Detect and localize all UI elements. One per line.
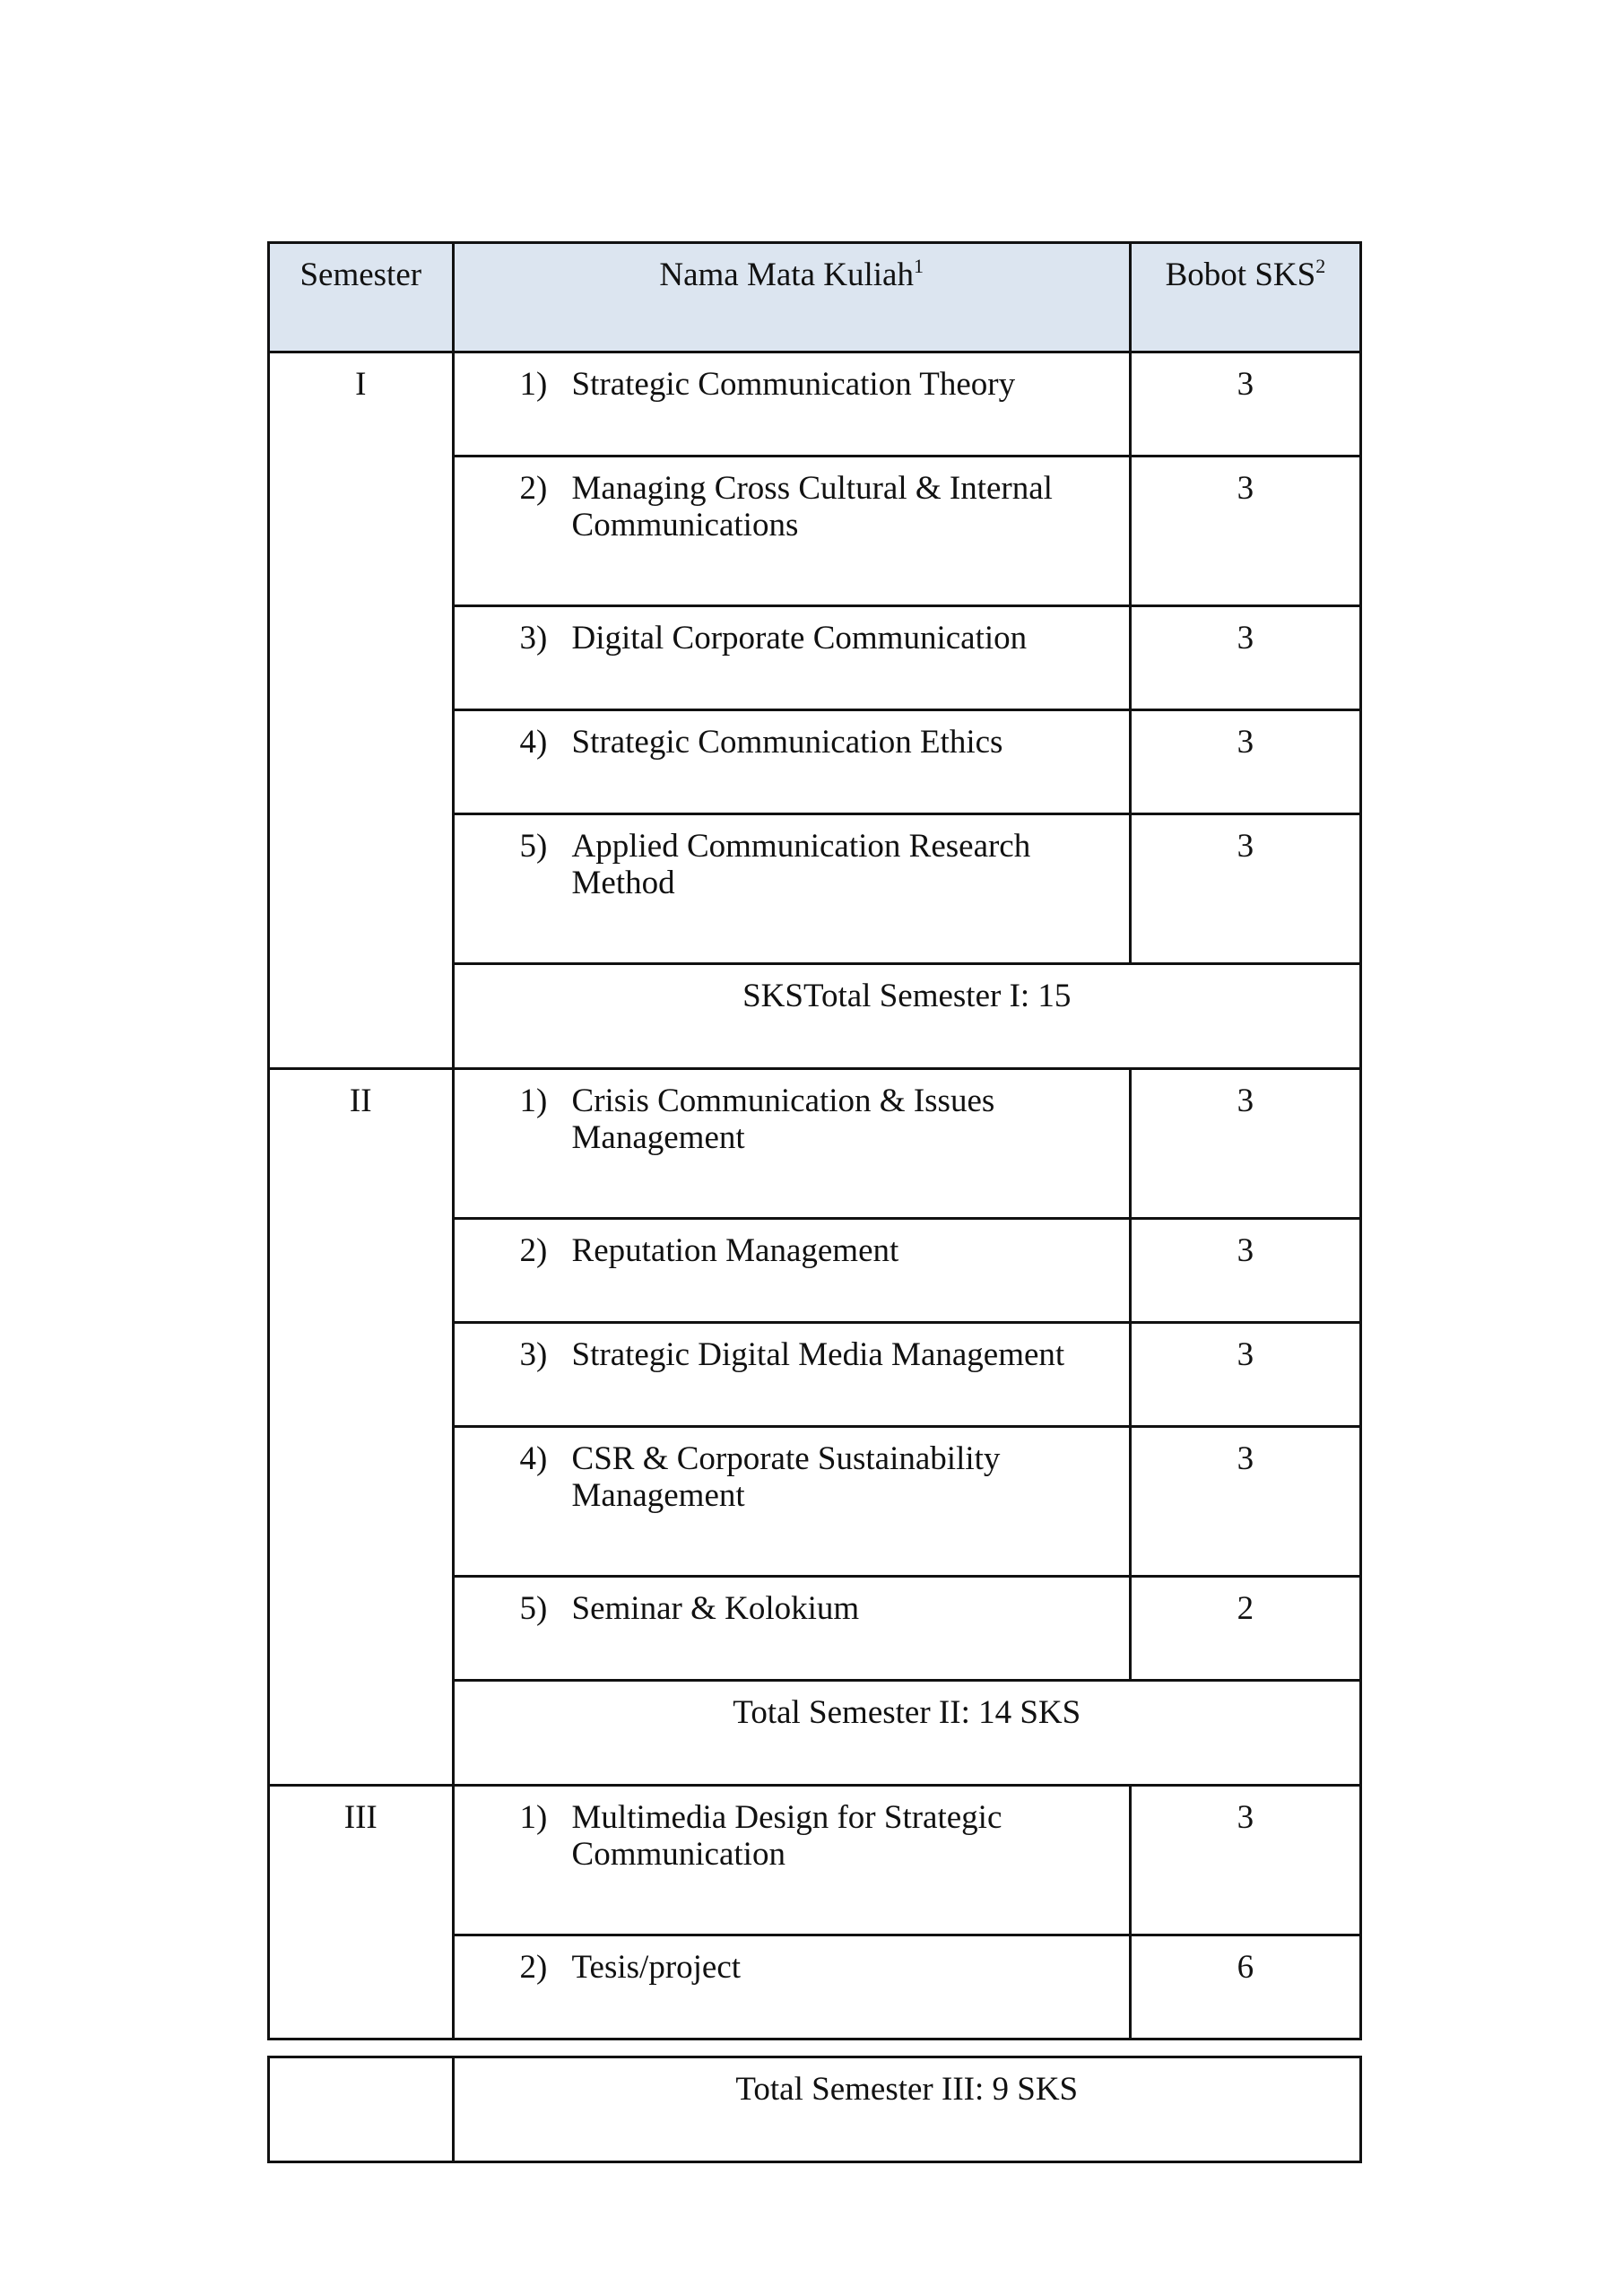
course-number: 1) (519, 1799, 548, 1836)
course-cell (453, 1427, 1130, 1577)
course-name: Seminar & Kolokium (571, 1590, 860, 1627)
semester-cell: I (269, 352, 454, 1069)
curriculum-table (267, 241, 1362, 2040)
table-row (269, 352, 1361, 457)
semester-total: Total Semester II: 14 SKS (453, 1681, 1360, 1786)
course-name: Managing Cross Cultural & Internal Communications (571, 470, 1053, 544)
sks-cell: 3 (1130, 457, 1360, 606)
course-number: 3) (519, 620, 548, 657)
course-cell (453, 1577, 1130, 1681)
empty-semester-cell (269, 2057, 454, 2162)
course-name: Crisis Communication & Issues Management (571, 1083, 995, 1156)
course-cell (453, 1323, 1130, 1427)
header-credits (1130, 243, 1360, 352)
sks-cell: 3 (1130, 1219, 1360, 1323)
course-name: Strategic Communication Theory (571, 366, 1016, 403)
course-name: Digital Corporate Communication (571, 620, 1028, 657)
course-number: 2) (519, 470, 548, 507)
header-credits-label: Bobot SKS (1165, 257, 1316, 293)
course-cell (453, 1935, 1130, 2039)
course-number: 5) (519, 1590, 548, 1627)
sks-cell: 6 (1130, 1935, 1360, 2039)
course-name: Multimedia Design for Strategic Communication (571, 1799, 1002, 1873)
course-number: 4) (519, 724, 548, 761)
sks-cell: 3 (1130, 710, 1360, 814)
sks-cell: 3 (1130, 1786, 1360, 1935)
semester-cell: II (269, 1069, 454, 1786)
course-name: Strategic Digital Media Management (571, 1336, 1065, 1373)
semester-total: Total Semester III: 9 SKS (453, 2057, 1360, 2162)
course-number: 2) (519, 1949, 548, 1986)
header-course-name-label: Nama Mata Kuliah (659, 257, 914, 293)
footnote-marker: 1 (913, 255, 924, 277)
course-cell (453, 457, 1130, 606)
semester-iii-total-table (267, 2056, 1362, 2163)
footnote-marker: 2 (1315, 255, 1326, 277)
header-semester (269, 243, 454, 352)
course-number: 1) (519, 1083, 548, 1119)
table-header-row (269, 243, 1361, 352)
sks-cell: 3 (1130, 1323, 1360, 1427)
table-row (269, 1786, 1361, 1935)
semester-total: SKSTotal Semester I: 15 (453, 964, 1360, 1069)
semester-cell: III (269, 1786, 454, 2039)
course-number: 3) (519, 1336, 548, 1373)
course-number: 2) (519, 1232, 548, 1269)
semester-total-row (269, 2057, 1361, 2162)
header-course-name (453, 243, 1130, 352)
course-name: Reputation Management (571, 1232, 899, 1269)
course-cell (453, 1069, 1130, 1219)
sks-cell: 3 (1130, 606, 1360, 710)
sks-cell: 3 (1130, 1069, 1360, 1219)
sks-cell: 3 (1130, 352, 1360, 457)
course-name: CSR & Corporate Sustainability Management (571, 1440, 1001, 1514)
course-cell (453, 1786, 1130, 1935)
course-cell (453, 606, 1130, 710)
course-number: 4) (519, 1440, 548, 1477)
sks-cell: 3 (1130, 814, 1360, 964)
course-cell (453, 1219, 1130, 1323)
course-number: 5) (519, 828, 548, 865)
table-row (269, 1069, 1361, 1219)
sks-cell: 2 (1130, 1577, 1360, 1681)
course-name: Strategic Communication Ethics (571, 724, 1003, 761)
course-name: Tesis/project (571, 1949, 742, 1986)
sks-cell: 3 (1130, 1427, 1360, 1577)
header-semester-label: Semester (299, 257, 422, 293)
course-cell (453, 814, 1130, 964)
course-number: 1) (519, 366, 548, 403)
course-cell (453, 710, 1130, 814)
course-cell (453, 352, 1130, 457)
course-name: Applied Communication Research Method (571, 828, 1031, 901)
